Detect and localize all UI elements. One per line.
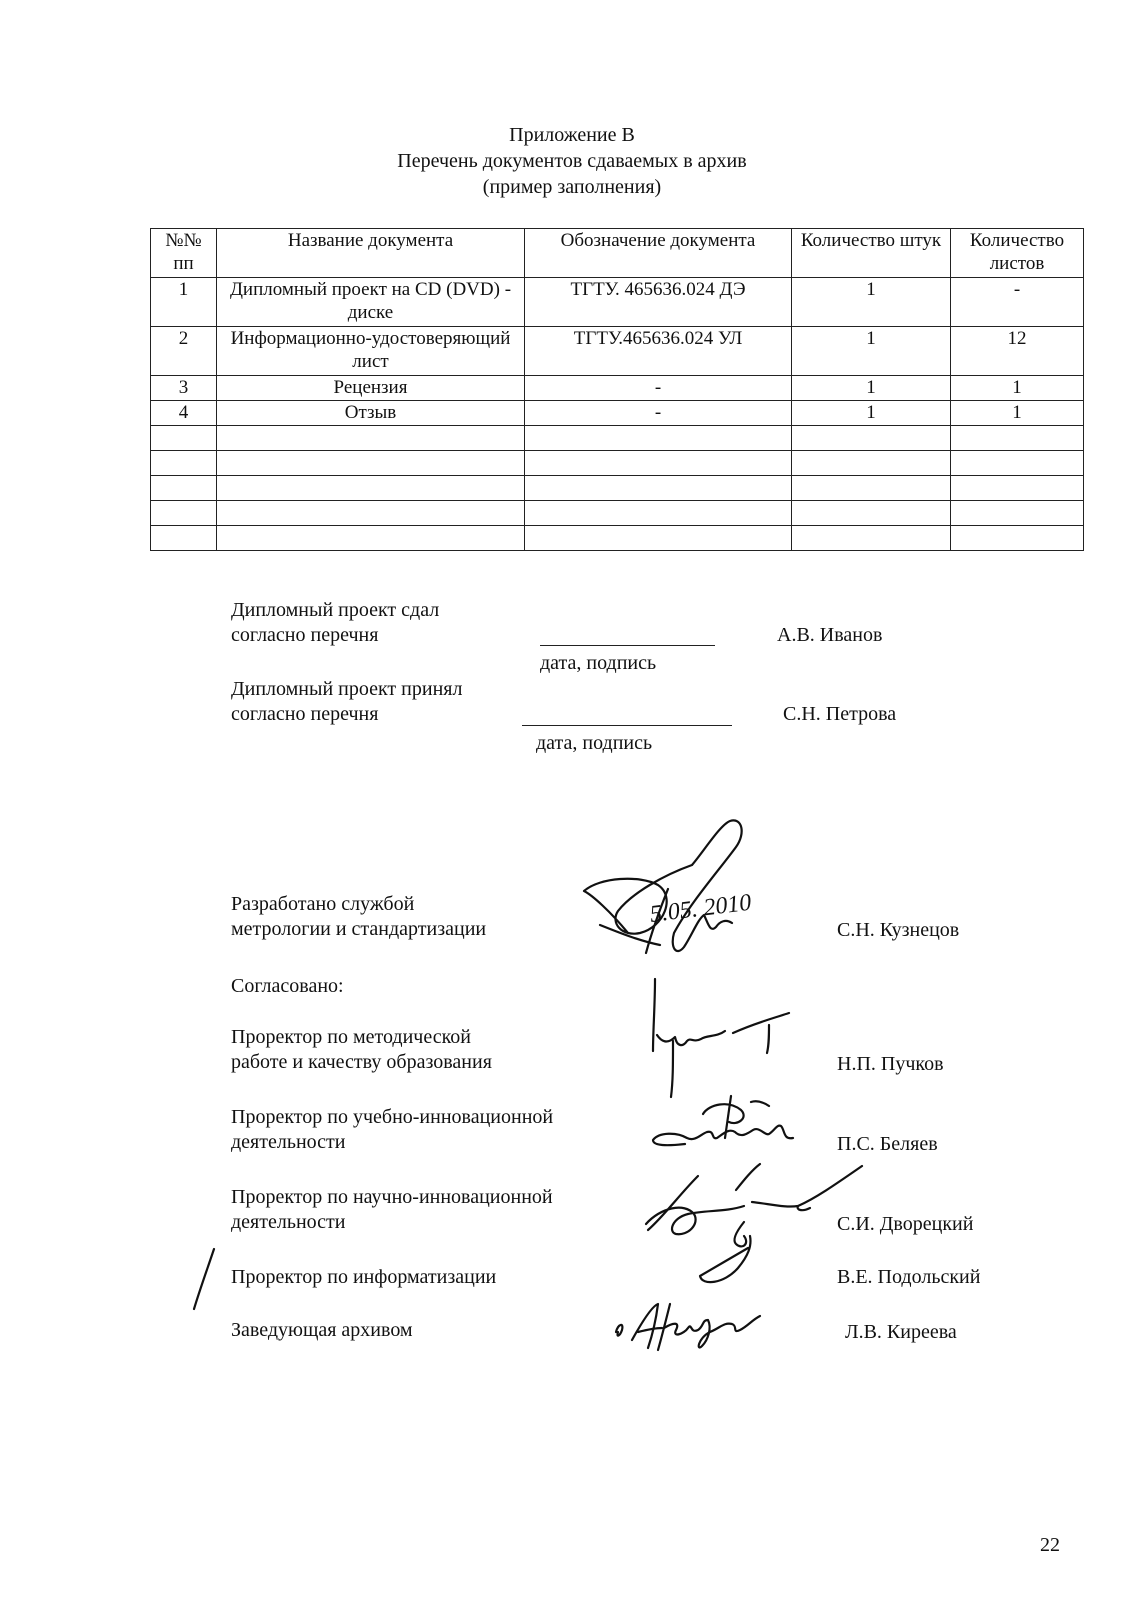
- accepted-signature-line: [522, 725, 732, 726]
- approver-role-line1: Заведующая архивом: [231, 1319, 413, 1341]
- approver-role-line1: Проректор по методической: [231, 1026, 471, 1048]
- puchkov-signature: [645, 975, 810, 1105]
- approver-role-line1: Проректор по учебно-инновационной: [231, 1106, 554, 1128]
- submitted-signature-line: [540, 645, 715, 646]
- cell-number: 1: [151, 278, 217, 327]
- document-list-title: Перечень документов сдаваемых в архив: [397, 150, 747, 172]
- column-header-name: Название документа: [217, 229, 525, 278]
- column-header-designation: Обозначение документа: [525, 229, 792, 278]
- submitted-name: А.В. Иванов: [777, 624, 883, 646]
- cell-number: 2: [151, 327, 217, 376]
- column-header-quantity: Количество штук: [792, 229, 951, 278]
- approver-role-line2: деятельности: [231, 1211, 346, 1233]
- table-row: [151, 327, 1084, 376]
- approved-label: Согласовано:: [231, 975, 344, 997]
- approver-name: В.Е. Подольский: [837, 1266, 981, 1288]
- example-note: (пример заполнения): [482, 176, 662, 198]
- cell-sheets: -: [951, 278, 1084, 327]
- cell-designation: ТГТУ. 465636.024 ДЭ: [525, 278, 792, 327]
- accepted-label-line2: согласно перечня: [231, 703, 379, 725]
- accepted-name: С.Н. Петрова: [783, 703, 897, 725]
- accepted-label-line1: Дипломный проект принял: [231, 678, 463, 700]
- empty-row: [151, 476, 1084, 501]
- submitted-caption: дата, подпись: [540, 652, 657, 674]
- approver-name: Н.П. Пучков: [837, 1053, 944, 1075]
- approver-name: Л.В. Киреева: [845, 1321, 957, 1343]
- cell-document-name: Отзыв: [217, 401, 525, 426]
- cell-designation: -: [525, 376, 792, 401]
- cell-sheets: 12: [951, 327, 1084, 376]
- developed-label-line1: Разработано службой: [231, 893, 415, 915]
- approver-name: С.И. Дворецкий: [837, 1213, 974, 1235]
- cell-sheets: 1: [951, 376, 1084, 401]
- cell-designation: ТГТУ.465636.024 УЛ: [525, 327, 792, 376]
- approver-role-line2: деятельности: [231, 1131, 346, 1153]
- developed-label-line2: метрологии и стандартизации: [231, 918, 487, 940]
- cell-quantity: 1: [792, 278, 951, 327]
- cell-designation: -: [525, 401, 792, 426]
- kuznetsov-signature: [580, 815, 810, 975]
- empty-row: [151, 526, 1084, 551]
- cell-document-name: Информационно-удостоверяющий лист: [217, 327, 525, 376]
- belyaev-signature: [645, 1092, 810, 1162]
- cell-quantity: 1: [792, 401, 951, 426]
- column-header-number: №№ пп: [151, 229, 217, 278]
- submitted-label-line2: согласно перечня: [231, 624, 379, 646]
- kireeva-signature: [612, 1298, 772, 1358]
- cell-number: 3: [151, 376, 217, 401]
- accepted-caption: дата, подпись: [536, 732, 653, 754]
- table-row: [151, 376, 1084, 401]
- documents-table: [150, 228, 1084, 551]
- table-header-row: [151, 229, 1084, 278]
- approver-name: П.С. Беляев: [837, 1133, 938, 1155]
- cell-document-name: Дипломный проект на CD (DVD) - диске: [217, 278, 525, 327]
- submitted-label-line1: Дипломный проект сдал: [231, 599, 440, 621]
- cell-quantity: 1: [792, 327, 951, 376]
- empty-row: [151, 426, 1084, 451]
- cell-number: 4: [151, 401, 217, 426]
- empty-row: [151, 451, 1084, 476]
- approver-role-line2: работе и качеству образования: [231, 1051, 492, 1073]
- appendix-heading: [0, 122, 1144, 200]
- signature-date: 5.05. 2010: [648, 889, 753, 928]
- column-header-sheets: Количество листов: [951, 229, 1084, 278]
- cell-quantity: 1: [792, 376, 951, 401]
- appendix-title: Приложение В: [509, 124, 635, 146]
- cell-document-name: Рецензия: [217, 376, 525, 401]
- table-row: [151, 278, 1084, 327]
- developed-name: С.Н. Кузнецов: [837, 919, 960, 941]
- empty-row: [151, 501, 1084, 526]
- table-row: [151, 401, 1084, 426]
- approver-role-line1: Проректор по информатизации: [231, 1266, 497, 1288]
- margin-pen-mark: [190, 1245, 220, 1315]
- cell-sheets: 1: [951, 401, 1084, 426]
- approver-role-line1: Проректор по научно-инновационной: [231, 1186, 553, 1208]
- page-number: 22: [1040, 1534, 1060, 1556]
